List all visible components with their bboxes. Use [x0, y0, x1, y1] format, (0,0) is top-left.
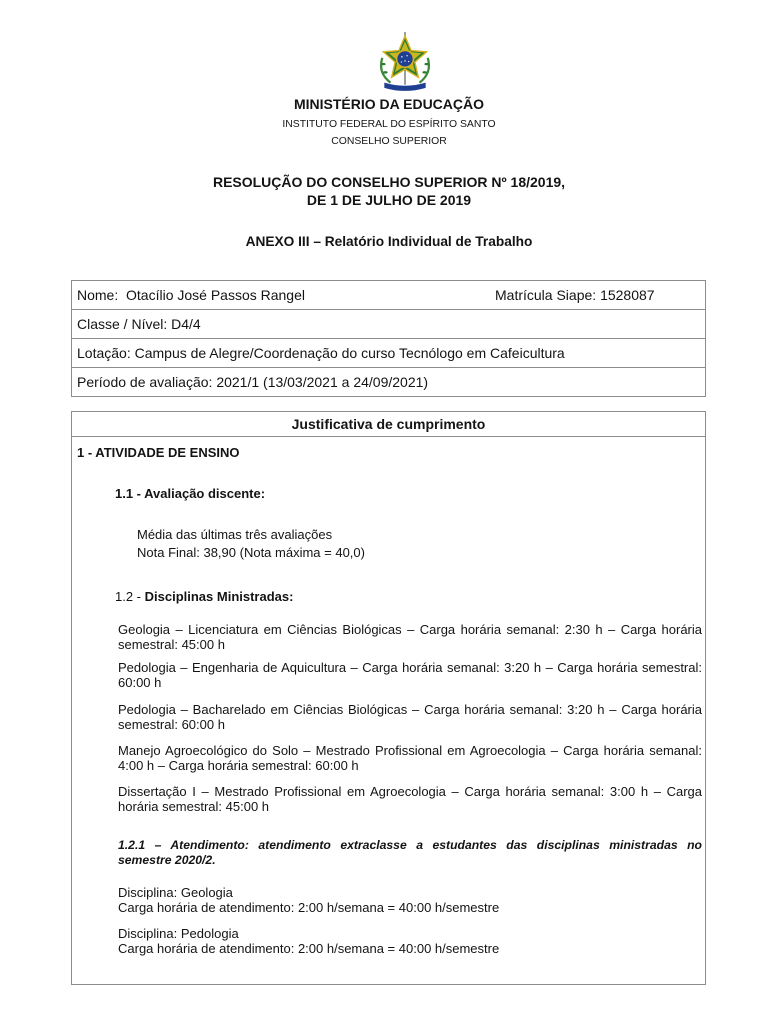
siape-label: Matrícula Siape:	[495, 287, 597, 303]
attendance-item	[118, 926, 702, 956]
siape-field	[495, 281, 655, 309]
evaluation-period-row: Período de avaliação: 2021/1 (13/03/2021 a 24/09/2021)	[77, 374, 429, 390]
name-row	[72, 281, 705, 310]
discipline-line: horária semestral: 45:00 h	[118, 799, 270, 814]
evaluation-average-label: Média das últimas três avaliações	[137, 527, 333, 542]
discipline-line: Manejo Agroecológico do Solo – Mestrado Profissional em Agroecologia – Carga horária semanal:	[118, 743, 702, 758]
annex-title: ANEXO III – Relatório Individual de Trabalho	[245, 234, 533, 249]
resolution-date: DE 1 DE JULHO DE 2019	[306, 192, 472, 208]
identification-table	[71, 280, 706, 397]
discipline-item	[118, 784, 702, 814]
final-grade: Nota Final: 38,90 (Nota máxima = 40,0)	[137, 545, 365, 560]
resolution-title: RESOLUÇÃO DO CONSELHO SUPERIOR Nº 18/2019,	[212, 174, 566, 190]
attendance-discipline: Disciplina: Pedologia	[118, 926, 239, 941]
name-value: Otacílio José Passos Rangel	[126, 287, 305, 303]
lotacao-row: Lotação: Campus de Alegre/Coordenação do curso Tecnólogo em Cafeicultura	[72, 339, 705, 368]
ministry-title: MINISTÉRIO DA EDUCAÇÃO	[293, 96, 485, 112]
name-label: Nome:	[77, 287, 119, 303]
attendance-hours: Carga horária de atendimento: 2:00 h/semana = 40:00 h/semestre	[118, 941, 500, 956]
discipline-line: Pedologia – Engenharia de Aquicultura – Carga horária semanal: 3:20 h – Carga horária semestral:	[118, 660, 702, 675]
siape-value: 1528087	[600, 287, 655, 303]
council-name: CONSELHO SUPERIOR	[331, 136, 447, 147]
discipline-line: 60:00 h	[118, 675, 162, 690]
discipline-item	[118, 622, 702, 652]
class-level-row: Classe / Nível: D4/4	[72, 310, 705, 339]
student-evaluation-heading: 1.1 - Avaliação discente:	[115, 486, 266, 501]
discipline-item	[118, 702, 702, 732]
discipline-line: Geologia – Licenciatura em Ciências Biológicas – Carga horária semanal: 2:30 h – Carga horária	[118, 622, 702, 637]
discipline-line: Dissertação I – Mestrado Profissional em Agroecologia – Carga horária semanal: 3:00 h – Carga	[118, 784, 702, 799]
discipline-line: Pedologia – Bacharelado em Ciências Biológicas – Carga horária semanal: 3:20 h – Carga horária	[118, 702, 702, 717]
discipline-line: 4:00 h – Carga horária semestral: 60:00 h	[118, 758, 359, 773]
attendance-hours: Carga horária de atendimento: 2:00 h/semana = 40:00 h/semestre	[118, 900, 500, 915]
discipline-item	[118, 660, 702, 690]
disciplines-heading	[115, 589, 293, 604]
disciplines-number: 1.2 -	[115, 589, 145, 604]
attendance-item	[118, 885, 702, 915]
discipline-item	[118, 743, 702, 773]
section-teaching-title: 1 - ATIVIDADE DE ENSINO	[77, 445, 240, 460]
attendance-heading	[118, 838, 702, 868]
attendance-heading-line: semestre 2020/2.	[118, 853, 216, 867]
discipline-line: semestral: 60:00 h	[118, 717, 225, 732]
discipline-line: semestral: 45:00 h	[118, 637, 225, 652]
disciplines-label: Disciplinas Ministradas:	[144, 589, 294, 604]
attendance-discipline: Disciplina: Geologia	[118, 885, 233, 900]
institute-name: INSTITUTO FEDERAL DO ESPÍRITO SANTO	[282, 119, 496, 130]
attendance-heading-line: 1.2.1 – Atendimento: atendimento extraclasse a estudantes das disciplinas ministradas no	[118, 838, 702, 852]
justification-title: Justificativa de cumprimento	[72, 412, 705, 437]
brazil-coat-of-arms-icon	[374, 31, 436, 93]
